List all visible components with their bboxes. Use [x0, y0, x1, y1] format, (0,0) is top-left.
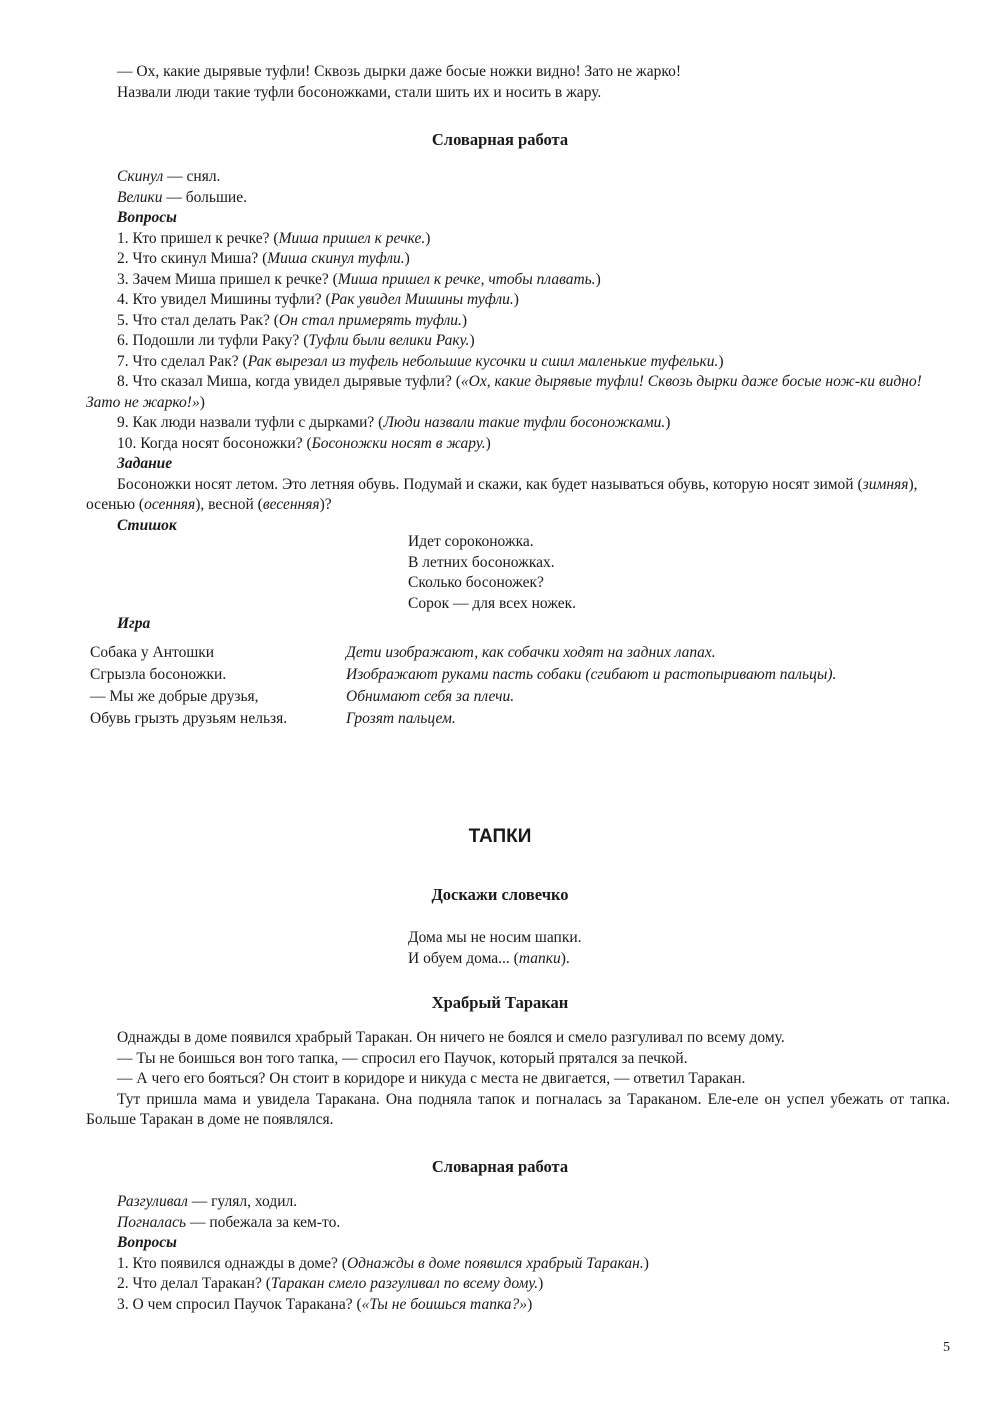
game-row: [90, 642, 950, 664]
question: 7. Что сделал Рак? (Рак вырезал из туфель небольшие кусочки и сшил маленькие туфельки.): [117, 352, 724, 370]
game-text: Собака у Антошки: [90, 644, 215, 661]
question: 9. Как люди назвали туфли с дырками? (Люди назвали такие туфли босоножками.): [117, 414, 671, 431]
vocab-item: Скинул — снял.: [117, 168, 221, 185]
question: 1. Кто появился однажды в доме? (Однажды в доме появился храбрый Таракан.): [117, 1254, 649, 1272]
task-label: Задание: [117, 455, 173, 472]
vocab-item: Разгуливал — гулял, ходил.: [117, 1193, 298, 1210]
question: 2. Что делал Таракан? (Таракан смело разгуливал по всему дому.): [117, 1275, 544, 1292]
game-table: [90, 642, 950, 730]
poem-line: Сорок — для всех ножек.: [408, 594, 577, 612]
riddle-line: И обуем дома... (тапки).: [408, 949, 570, 967]
game-action: Изображают руками пасть собаки (сгибают и растопыривают пальцы).: [346, 666, 837, 683]
game-action: Обнимают себя за плечи.: [346, 688, 515, 705]
question: 8. Что сказал Миша, когда увидел дырявые туфли? («Ох, какие дырявые туфли! Сквозь дырки даже босые нож-ки видно! Зато не жарко!»): [86, 373, 922, 411]
game-text: Сгрызла босоножки.: [90, 666, 227, 683]
questions-label: Вопросы: [117, 209, 177, 226]
game-row: [90, 664, 950, 686]
vocab-item: Погналась — побежала за кем-то.: [117, 1213, 341, 1231]
question: 3. О чем спросил Паучок Таракана? («Ты не боишься тапка?»): [117, 1295, 533, 1313]
story-title: Храбрый Таракан: [431, 993, 569, 1012]
game-row: [90, 708, 950, 730]
story-paragraph: — А чего его бояться? Он стоит в коридоре и никуда с места не двигается, — ответил Таракан.: [117, 1070, 746, 1087]
story-paragraph: — Ты не боишься вон того тапка, — спросил его Паучок, который прятался за печкой.: [117, 1049, 688, 1067]
game-text: — Мы же добрые друзья,: [90, 688, 259, 705]
game-row: [90, 686, 950, 708]
question: 1. Кто пришел к речке? (Миша пришел к речке.): [117, 229, 431, 247]
intro-line: — Ох, какие дырявые туфли! Сквозь дырки даже босые ножки видно! Зато не жарко!: [117, 63, 682, 80]
story-paragraph: Тут пришла мама и увидела Таракана. Она подняла тапок и погналась за Тараканом. Еле-еле он успел убежать от тапка. Больше Таракан в доме не появлялся.: [86, 1090, 950, 1128]
poem-line: Идет сороконожка.: [408, 533, 534, 550]
riddle-title: Доскажи словечко: [431, 885, 569, 904]
poem-label: Стишок: [117, 516, 177, 534]
question: 5. Что стал делать Рак? (Он стал примерять туфли.): [117, 311, 468, 329]
vocab1-block: [0, 167, 1000, 536]
vocab-title: Словарная работа: [431, 130, 569, 149]
poem-line: В летних босоножках.: [408, 553, 555, 571]
story-text: [0, 1028, 1000, 1131]
game-action: Грозят пальцем.: [346, 710, 456, 727]
game-text: Обувь грызть друзьям нельзя.: [90, 710, 288, 727]
questions-label: Вопросы: [117, 1234, 177, 1251]
story-paragraph: Однажды в доме появился храбрый Таракан. Он ничего не боялся и смело разгуливал по всему дому.: [117, 1029, 785, 1046]
task-text: Босоножки носят летом. Это летняя обувь. Подумай и скажи, как будет называться обувь, которую носят зимой (зимняя), осенью (осенняя), весной (весенняя)?: [86, 475, 918, 513]
page-number: 5: [943, 1340, 950, 1355]
intro-block: [0, 62, 1000, 103]
vocab-title: Словарная работа: [431, 1157, 569, 1176]
question: 10. Когда носят босоножки? (Босоножки носят в жару.): [117, 434, 491, 452]
question: 2. Что скинул Миша? (Миша скинул туфли.): [117, 250, 410, 267]
poem: [408, 532, 576, 614]
riddle: [408, 928, 582, 969]
game-label: Игра: [117, 615, 151, 632]
vocab2-block: [0, 1192, 1000, 1315]
game-action: Дети изображают, как собачки ходят на задних лапах.: [346, 644, 716, 661]
poem-line: Сколько босоножек?: [408, 574, 544, 591]
question: 6. Подошли ли туфли Раку? (Туфли были велики Раку.): [117, 332, 475, 349]
intro-line: Назвали люди такие туфли босоножками, стали шить их и носить в жару.: [117, 83, 602, 101]
section-title: ТАПКИ: [468, 826, 532, 847]
question: 3. Зачем Миша пришел к речке? (Миша пришел к речке, чтобы плавать.): [117, 270, 601, 288]
vocab-item: Велики — большие.: [117, 188, 247, 206]
question: 4. Кто увидел Мишины туфли? (Рак увидел Мишины туфли.): [117, 291, 519, 308]
riddle-line: Дома мы не носим шапки.: [408, 929, 582, 946]
